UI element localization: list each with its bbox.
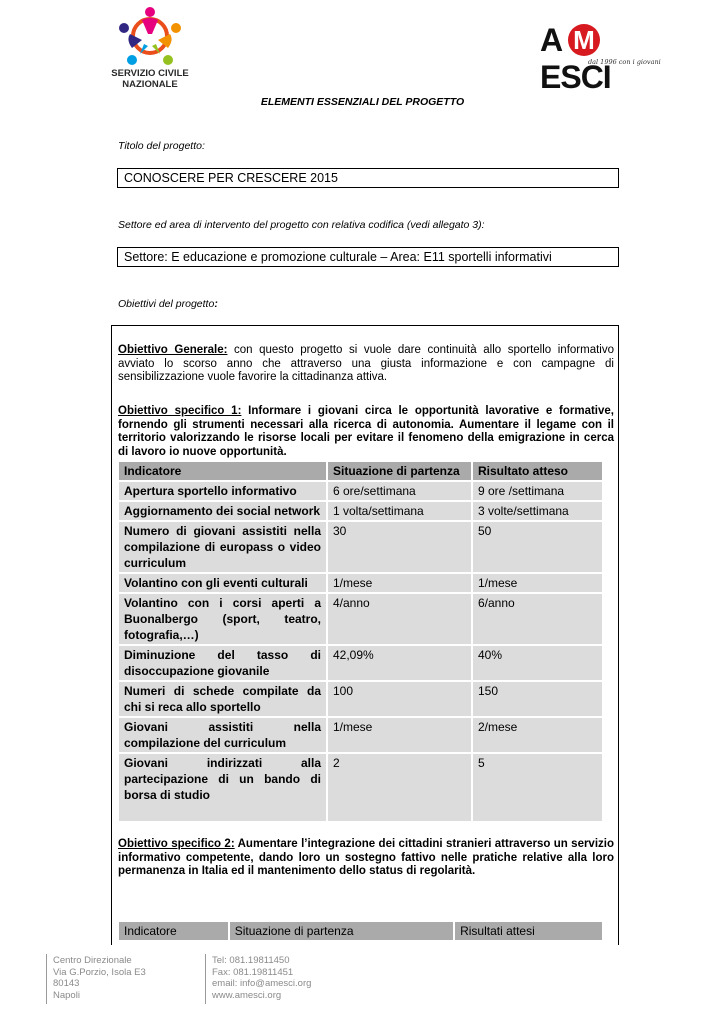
table-row (119, 522, 602, 572)
servizio-civile-logo (100, 4, 200, 92)
expected-value-cell: 2/mese (473, 718, 602, 752)
expected-value-cell: 5 (473, 754, 602, 821)
table-row (119, 594, 602, 644)
indicator-cell: Aggiornamento dei social network (119, 502, 326, 520)
table-row (119, 502, 602, 520)
footer-website-link[interactable]: www.amesci.org (212, 989, 282, 1001)
indicators-table-2 (117, 920, 604, 942)
column-header: Risultato atteso (473, 462, 602, 480)
table-row (119, 574, 602, 592)
title-value-box: CONOSCERE PER CRESCERE 2015 (117, 168, 619, 188)
table-row (119, 682, 602, 716)
column-header: Indicatore (119, 462, 326, 480)
indicator-cell: Numeri di schede compilate da chi si reca allo sportello (119, 682, 326, 716)
specific-objective-1-text: Informare i giovani circa le opportunità lavorative e formative, fornendo gli strumenti necessari alla ricerca di autonomia. Aumentare il legame con il territorio valorizzando le risorse locali per evitare il fenomeno della emigrazione in cerca di lavoro io nuove opportunità. (118, 405, 614, 458)
expected-value-cell: 1/mese (473, 574, 602, 592)
specific-objective-1 (118, 405, 614, 459)
specific-objective-2-text: Aumentare l’integrazione dei cittadini stranieri attraverso un servizio informativo competente, dando loro un sostegno fattivo nelle pratiche relative alla loro permanenza in Italia ed il mantenimento dello status di regolarità. (118, 838, 614, 877)
indicator-cell: Volantino con i corsi aperti a Buonalbergo (sport, teatro, fotografia,…) (119, 594, 326, 644)
specific-objective-2-label: Obiettivo specifico 2: (118, 838, 235, 850)
scn-line1: SERVIZIO CIVILE (111, 68, 189, 79)
objectives-label: Obiettivi del progetto: (118, 298, 218, 310)
general-objective-label: Obiettivo Generale: (118, 344, 228, 356)
scn-line2: NAZIONALE (122, 79, 178, 90)
footer-email-link[interactable]: email: info@amesci.org (212, 978, 312, 989)
amesci-logo (540, 22, 661, 95)
specific-objective-2 (118, 838, 614, 879)
footer-divider-left (46, 954, 47, 1004)
expected-value-cell: 50 (473, 522, 602, 572)
column-header: Situazione di partenza (328, 462, 471, 480)
column-header: Risultati attesi (455, 922, 602, 940)
footer-divider-right (205, 954, 206, 1004)
expected-value-cell: 6/anno (473, 594, 602, 644)
indicator-cell: Giovani assistiti nella compilazione del curriculum (119, 718, 326, 752)
indicators-table-1 (117, 460, 604, 823)
start-value-cell: 42,09% (328, 646, 471, 680)
amesci-rest: ESCI (540, 59, 611, 95)
document-title: ELEMENTI ESSENZIALI DEL PROGETTO (260, 96, 465, 108)
indicator-cell: Diminuzione del tasso di disoccupazione giovanile (119, 646, 326, 680)
footer-contacts (212, 955, 311, 1001)
column-header: Situazione di partenza (230, 922, 453, 940)
amesci-a: A (540, 22, 563, 58)
title-label: Titolo del progetto: (118, 140, 205, 152)
people-star-icon (112, 4, 188, 68)
footer-phone: Tel: 081.19811450 (212, 955, 290, 966)
table-row (119, 718, 602, 752)
expected-value-cell: 150 (473, 682, 602, 716)
general-objective-text: con questo progetto si vuole dare continuità allo sportello informativo avviato lo scorso anno che attraverso una giusta informazione e con campagne di sensibilizzazione vuole favorire la cittadinanza attiva. (118, 344, 614, 383)
table-header-row (119, 462, 602, 480)
specific-objective-1-label: Obiettivo specifico 1: (118, 405, 242, 417)
amesci-m-circle: M (568, 24, 600, 56)
start-value-cell: 30 (328, 522, 471, 572)
general-objective (118, 344, 614, 385)
start-value-cell: 1/mese (328, 718, 471, 752)
table-row (119, 754, 602, 821)
start-value-cell: 2 (328, 754, 471, 821)
start-value-cell: 1 volta/settimana (328, 502, 471, 520)
start-value-cell: 1/mese (328, 574, 471, 592)
footer-fax: Fax: 081.19811451 (212, 966, 294, 978)
indicator-cell: Volantino con gli eventi culturali (119, 574, 326, 592)
indicator-cell: Apertura sportello informativo (119, 482, 326, 500)
expected-value-cell: 40% (473, 646, 602, 680)
column-header: Indicatore (119, 922, 228, 940)
footer-address: Centro Direzionale Via G.Porzio, Isola E3 80143 Napoli (53, 955, 146, 1001)
start-value-cell: 4/anno (328, 594, 471, 644)
expected-value-cell: 3 volte/settimana (473, 502, 602, 520)
table-row (119, 482, 602, 500)
amesci-tagline: dal 1996 con i giovani (588, 58, 661, 66)
start-value-cell: 100 (328, 682, 471, 716)
indicator-cell: Numero di giovani assistiti nella compilazione di europass o video curriculum (119, 522, 326, 572)
indicator-cell: Giovani indirizzati alla partecipazione di un bando di borsa di studio (119, 754, 326, 821)
start-value-cell: 6 ore/settimana (328, 482, 471, 500)
sector-value-box: Settore: E educazione e promozione culturale – Area: E11 sportelli informativi (117, 247, 619, 267)
sector-label: Settore ed area di intervento del progetto con relativa codifica (vedi allegato 3): (118, 219, 485, 231)
table-row (119, 646, 602, 680)
table-header-row (119, 922, 602, 940)
expected-value-cell: 9 ore /settimana (473, 482, 602, 500)
